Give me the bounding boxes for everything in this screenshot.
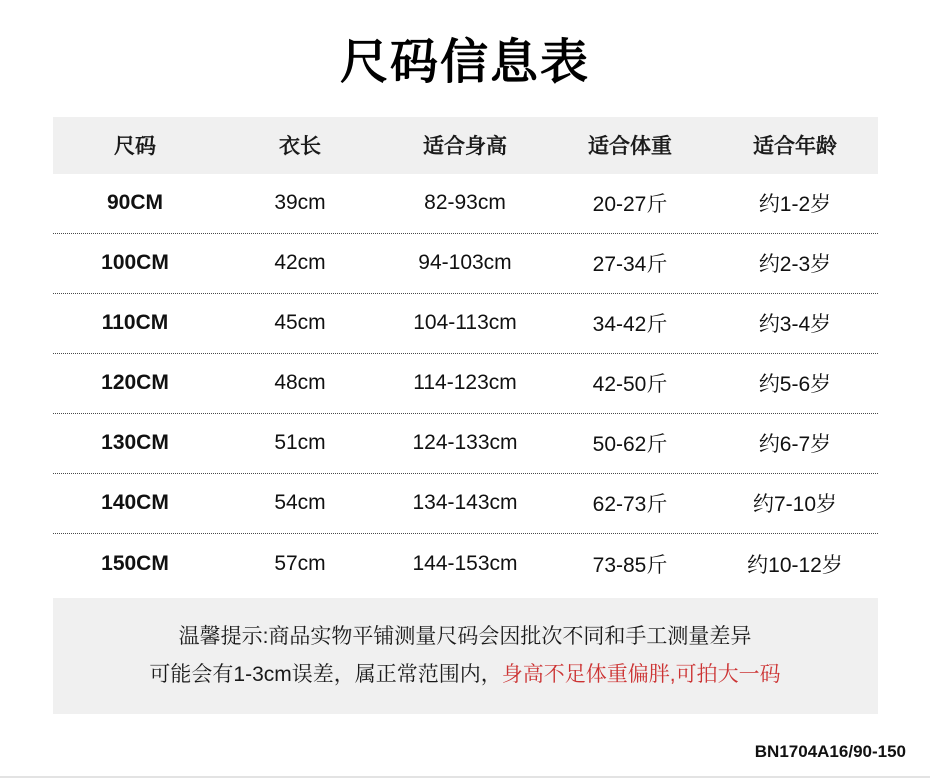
table-row — [53, 414, 878, 474]
table-row — [53, 174, 878, 234]
table-row — [53, 354, 878, 414]
cell-size: 150CM — [101, 551, 169, 575]
cell-size: 130CM — [101, 431, 169, 455]
notice-line-2-black: 可能会有1-3cm误差，属正常范围内， — [149, 662, 502, 686]
column-header-size: 尺码 — [114, 135, 156, 159]
cell-size: 110CM — [101, 311, 169, 335]
cell-weight: 42-50斤 — [592, 373, 668, 397]
column-header-length: 衣长 — [279, 135, 321, 159]
cell-length: 51cm — [274, 431, 326, 455]
cell-length: 39cm — [274, 191, 326, 215]
cell-weight: 73-85斤 — [592, 553, 668, 577]
cell-height: 124-133cm — [412, 431, 518, 455]
cell-weight: 27-34斤 — [592, 253, 668, 277]
cell-height: 134-143cm — [412, 491, 518, 515]
cell-size: 100CM — [101, 251, 169, 275]
page-title: 尺码信息表 — [339, 36, 590, 89]
cell-size: 140CM — [101, 491, 169, 515]
cell-weight: 62-73斤 — [592, 493, 668, 517]
cell-height: 114-123cm — [413, 371, 517, 395]
table-row — [53, 534, 878, 594]
notice-line-1: 温馨提示:商品实物平铺测量尺码会因批次不同和手工测量差异 — [178, 624, 752, 648]
cell-age: 约2-3岁 — [758, 253, 832, 277]
cell-age: 约10-12岁 — [747, 553, 843, 577]
bottom-divider — [0, 776, 930, 778]
cell-weight: 20-27斤 — [592, 193, 668, 217]
column-header-weight: 适合体重 — [588, 135, 672, 159]
notice-box — [53, 598, 878, 714]
cell-length: 42cm — [274, 251, 326, 275]
table-row — [53, 474, 878, 534]
cell-height: 94-103cm — [418, 251, 512, 275]
table-row — [53, 234, 878, 294]
cell-age: 约6-7岁 — [758, 433, 832, 457]
cell-length: 45cm — [274, 311, 326, 335]
cell-weight: 50-62斤 — [592, 433, 668, 457]
cell-height: 144-153cm — [412, 551, 518, 575]
cell-size: 90CM — [106, 191, 164, 215]
size-chart-table — [53, 117, 878, 594]
cell-weight: 34-42斤 — [592, 313, 668, 337]
cell-age: 约7-10岁 — [752, 493, 838, 517]
table-row — [53, 294, 878, 354]
cell-age: 约5-6岁 — [758, 373, 832, 397]
cell-size: 120CM — [101, 371, 169, 395]
cell-length: 54cm — [274, 491, 326, 515]
column-header-height: 适合身高 — [423, 135, 507, 159]
column-header-age: 适合年龄 — [753, 135, 837, 159]
cell-age: 约1-2岁 — [758, 193, 832, 217]
cell-age: 约3-4岁 — [758, 313, 832, 337]
cell-length: 48cm — [274, 371, 326, 395]
notice-line-2-red: 身高不足体重偏胖,可拍大一码 — [501, 662, 781, 686]
cell-length: 57cm — [274, 551, 326, 575]
cell-height: 104-113cm — [413, 311, 517, 335]
notice-line-2 — [53, 656, 878, 694]
cell-height: 82-93cm — [424, 191, 506, 215]
product-code: BN1704A16/90-150 — [754, 742, 906, 761]
table-header-row — [53, 117, 878, 174]
